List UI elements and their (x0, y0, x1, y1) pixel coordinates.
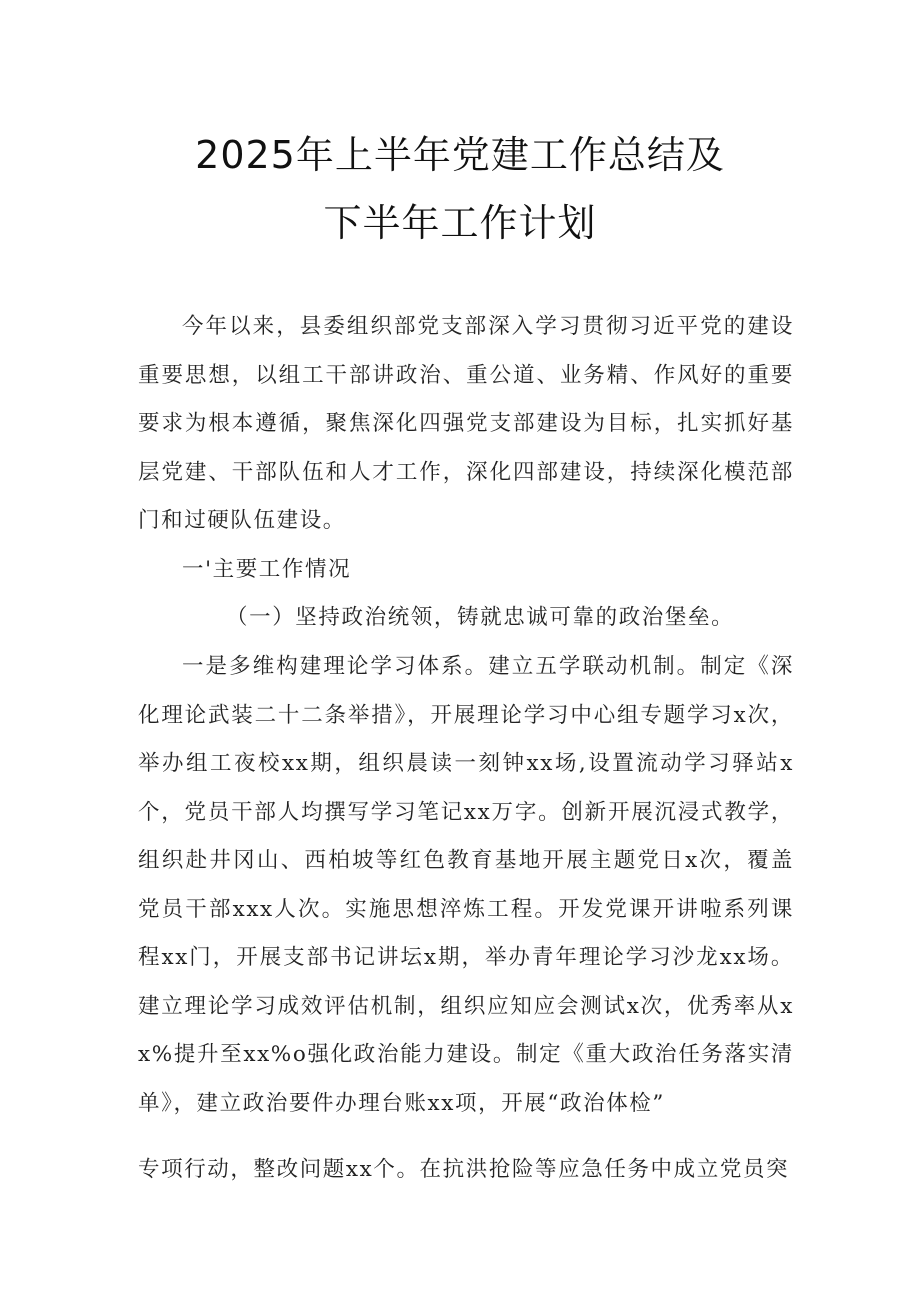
theory-study-paragraph: 一是多维构建理论学习体系。建立五学联动机制。制定《深化理论武装二十二条举措》，开展理论学习中心组专题学习x次，举办组工夜校xx期，组织晨读一刻钟xx场,设置流动学习驿站x个，党员干部人均撰写学习笔记xx万字。创新开展沉浸式教学，组织赴井冈山、西柏坡等红色教育基地开展主题党日x次，覆盖党员干部xxx人次。实施思想淬炼工程。开发党课开讲啦系列课程xx门，开展支部书记讲坛x期，举办青年理论学习沙龙xx场。建立理论学习成效评估机制，组织应知应会测试x次，优秀率从xx%提升至xx%o强化政治能力建设。制定《重大政治任务落实清单》，建立政治要件办理台账xx项，开展“政治体检” (138, 654, 794, 1116)
document-title-line-1: 2025年上半年党建工作总结及 (195, 133, 725, 177)
section-heading-main-work: 一'主要工作情况 (182, 557, 352, 582)
subsection-heading-political-leadership: （一）坚持政治统领，铸就忠诚可靠的政治堡垒。 (226, 605, 735, 630)
intro-paragraph: 今年以来，县委组织部党支部深入学习贯彻习近平党的建设重要思想，以组工干部讲政治、重公道、业务精、作风好的重要要求为根本遵循，聚焦深化四强党支部建设为目标，扎实抓好基层党建、干部队伍和人才工作，深化四部建设，持续深化模范部门和过硬队伍建设。 (138, 314, 794, 533)
document-title-line-2: 下半年工作计划 (323, 201, 597, 245)
continuation-paragraph: 专项行动，整改问题xx个。在抗洪抢险等应急任务中成立党员突 (138, 1157, 790, 1182)
